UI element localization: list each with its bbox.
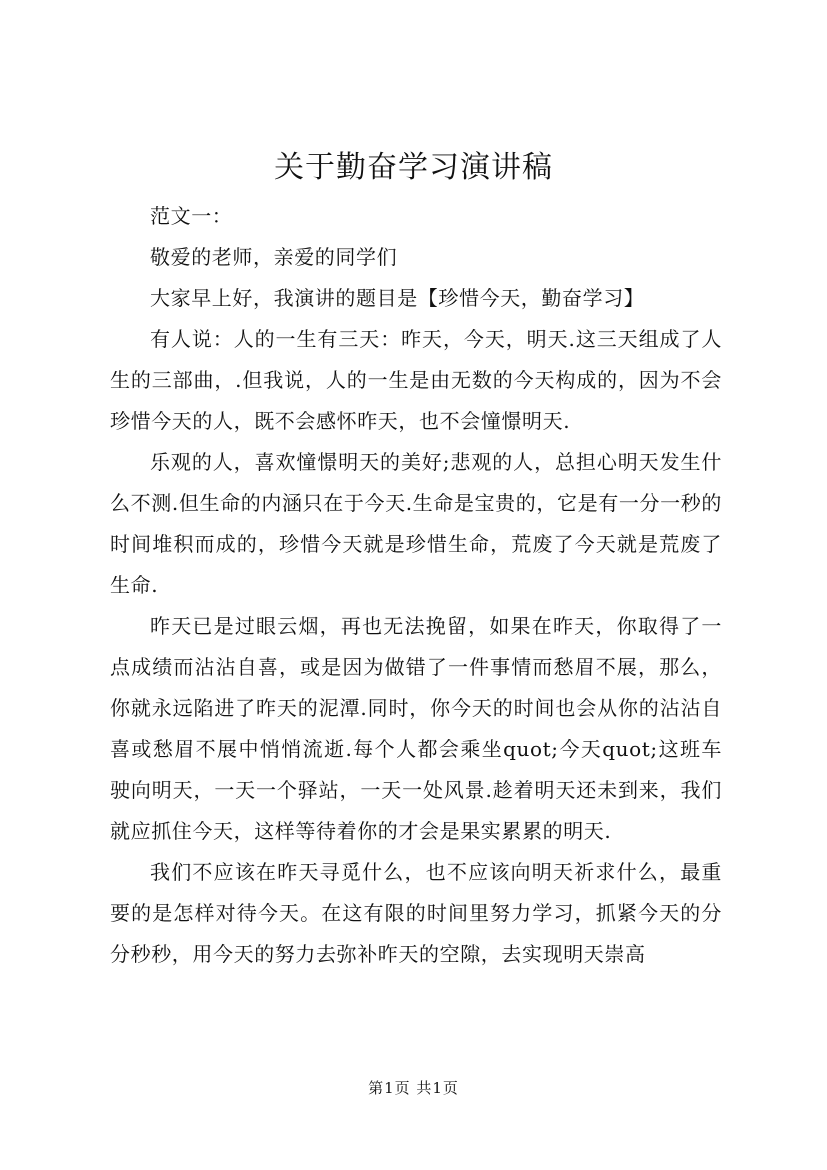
page-footer: 第1页 共1页: [368, 1079, 459, 1097]
document-body: [110, 196, 722, 975]
paragraph-body-4: 我们不应该在昨天寻觅什么，也不应该向明天祈求什么，最重要的是怎样对待今天。在这有限的时间里努力学习，抓紧今天的分分秒秒，用今天的努力去弥补昨天的空隙，去实现明天崇高: [110, 860, 722, 966]
paragraph-body-1: 有人说：人的一生有三天：昨天，今天，明天.这三天组成了人生的三部曲，.但我说，人的一生是由无数的今天构成的，因为不会珍惜今天的人，既不会感怀昨天，也不会憧憬明天.: [110, 327, 722, 433]
document-title: 关于勤奋学习演讲稿: [274, 150, 553, 185]
paragraph-body-3: 昨天已是过眼云烟，再也无法挽留，如果在昨天，你取得了一点成绩而沾沾自喜，或是因为做错了一件事情而愁眉不展，那么，你就永远陷进了昨天的泥潭.同时，你今天的时间也会从你的沾沾自喜或愁眉不展中悄悄流逝.每个人都会乘坐quot;今天quot;这班车驶向明天，一天一个驿站，一天一处风景.趁着明天还未到来，我们就应抓住今天，这样等待着你的才会是果实累累的明天.: [110, 614, 722, 843]
paragraph-greeting: 大家早上好，我演讲的题目是【珍惜今天，勤奋学习】: [150, 286, 645, 310]
paragraph-body-2: 乐观的人，喜欢憧憬明天的美好;悲观的人，总担心明天发生什么不测.但生命的内涵只在于今天.生命是宝贵的，它是有一分一秒的时间堆积而成的，珍惜今天就是珍惜生命，荒废了今天就是荒废了生命.: [110, 450, 722, 597]
paragraph-salutation: 敬爱的老师，亲爱的同学们: [150, 245, 398, 269]
paragraph-heading: 范文一：: [150, 204, 233, 228]
